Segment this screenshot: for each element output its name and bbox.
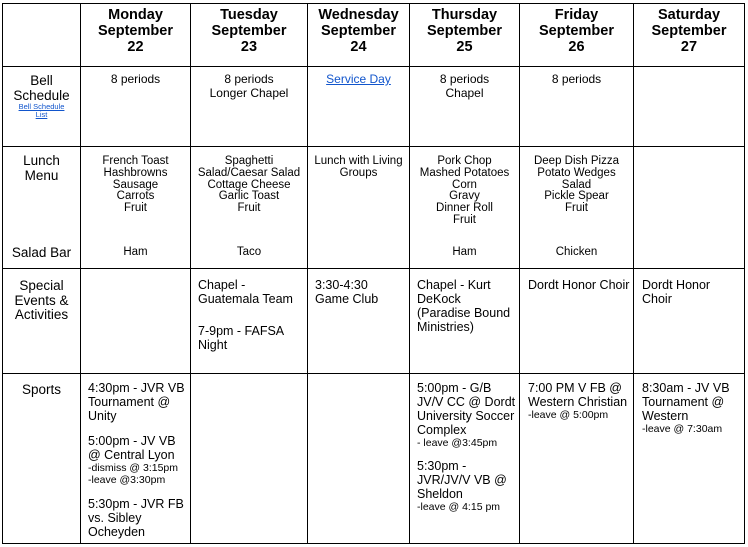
day-header-thursday [410, 7, 519, 55]
menu-item: Cottage Cheese [207, 178, 291, 191]
menu-item: Gravy [449, 190, 480, 203]
sport-line: JV/V CC @ Dordt [417, 395, 516, 409]
row-label-line: Lunch [23, 153, 60, 168]
special-tuesday [198, 278, 306, 352]
menu-item: Fruit [124, 202, 147, 215]
bell-wednesday [308, 73, 409, 87]
row-label-sports [3, 383, 80, 398]
sport-line: @ Central Lyon [88, 448, 175, 462]
sport-line: Unity [88, 409, 117, 423]
day-number: 25 [456, 39, 473, 55]
day-month: September [98, 23, 173, 39]
event-line: DeKock [417, 292, 461, 306]
menu-item: Fruit [565, 202, 588, 215]
bell-text: 8 periods [224, 72, 274, 86]
menu-item: Pickle Spear [544, 190, 609, 203]
sports-friday [528, 381, 632, 421]
sport-line: 5:30pm - [417, 459, 467, 473]
sport-line: 5:00pm - G/B [417, 381, 492, 395]
sport-line: 8:30am - JV VB [642, 381, 730, 395]
bell-friday [520, 73, 633, 87]
sport-line: 5:30pm - JVR FB [88, 497, 184, 511]
day-name: Monday [108, 7, 163, 23]
sport-line: Complex [417, 423, 467, 437]
sport-line: Western Christian [528, 395, 628, 409]
bell-text: Chapel [445, 85, 484, 100]
menu-item: Corn [452, 178, 477, 191]
day-month: September [539, 23, 614, 39]
day-number: 23 [240, 39, 258, 55]
bell-monday [81, 73, 190, 87]
menu-item: Salad/Caesar Salad [197, 166, 301, 179]
sport-note: -leave @ 5:00pm [528, 409, 609, 421]
bell-thursday [410, 73, 519, 100]
bell-text: 8 periods [551, 72, 602, 86]
event-line: 7-9pm - FAFSA [198, 324, 285, 338]
sports-saturday [642, 381, 743, 435]
menu-item: Carrots [116, 190, 155, 203]
day-header-monday [81, 7, 190, 55]
menu-item: Pork Chop [437, 155, 492, 167]
sport-event [417, 459, 518, 513]
event-line: Ministries) [417, 320, 474, 334]
event-line: Guatemala Team [198, 292, 293, 306]
salad-friday: Chicken [555, 246, 598, 258]
row-label-special-events [3, 279, 80, 323]
day-name: Tuesday [220, 7, 278, 23]
day-header-tuesday [191, 7, 307, 55]
row-label-line: Events & [14, 292, 69, 308]
salad-monday: Ham [123, 246, 148, 258]
menu-item: Fruit [453, 213, 476, 226]
menu-item: Deep Dish Pizza [533, 155, 619, 167]
sport-event [88, 497, 189, 539]
event-line: Chapel - Kurt [417, 278, 491, 292]
special-saturday [642, 278, 743, 306]
day-month: September [211, 23, 287, 39]
row-label-line: Sports [21, 382, 62, 397]
event-line: 3:30-4:30 [315, 278, 368, 292]
day-header-friday [520, 7, 633, 55]
grid-line [633, 3, 634, 544]
day-number: 27 [680, 39, 698, 55]
menu-item: Groups [339, 166, 378, 179]
day-name: Friday [554, 7, 599, 23]
sport-event [88, 381, 189, 423]
day-month: September [321, 23, 396, 39]
day-number: 26 [568, 39, 585, 55]
day-name: Thursday [431, 7, 498, 23]
menu-item: Garlic Toast [218, 190, 280, 203]
sport-line: JVR/JV/V VB @ [417, 473, 507, 487]
row-label-bell-schedule [3, 74, 80, 119]
lunch-wednesday [308, 156, 409, 180]
sport-event [417, 381, 518, 449]
menu-item: Mashed Potatoes [419, 166, 510, 179]
sport-event [88, 434, 189, 486]
bell-tuesday [191, 73, 307, 100]
sports-thursday [417, 381, 518, 513]
sport-line: 5:00pm - JV VB [88, 434, 176, 448]
lunch-tuesday [191, 156, 307, 215]
row-label-line: Special [19, 278, 64, 293]
event-line: Dordt Honor [642, 278, 711, 292]
day-name: Saturday [657, 7, 721, 23]
salad-tuesday: Taco [236, 246, 262, 258]
menu-item: Potato Wedges [537, 166, 616, 179]
row-label-line: Salad Bar [11, 245, 72, 260]
menu-item: Lunch with Living [314, 155, 403, 167]
lunch-thursday [410, 156, 519, 227]
event [198, 324, 306, 352]
sport-line: Western [642, 409, 689, 423]
bell-schedule-list-link[interactable] [3, 103, 80, 119]
special-thursday [417, 278, 518, 334]
row-label-line: Bell [30, 73, 53, 88]
event-line: Night [198, 338, 228, 352]
special-wednesday [315, 278, 407, 306]
event-line: (Paradise Bound [417, 306, 511, 320]
bell-text: 8 periods [439, 72, 490, 86]
bell-text: Longer Chapel [209, 85, 289, 100]
sport-line: Tournament @ [88, 395, 171, 409]
event-line: Dordt Honor Choir [528, 278, 630, 292]
sports-monday [88, 381, 189, 539]
event [198, 278, 306, 306]
sport-note: -dismiss @ 3:15pm [88, 462, 179, 474]
menu-item: French Toast [102, 155, 169, 167]
day-header-saturday [634, 7, 744, 55]
row-label-line: Schedule [13, 87, 70, 103]
special-friday [528, 278, 632, 292]
event-line: Choir [642, 292, 672, 306]
day-number: 24 [350, 39, 367, 55]
row-label-line: Activities [14, 307, 69, 322]
sport-note: -leave @ 4:15 pm [417, 501, 501, 513]
link-line: List [35, 110, 48, 119]
day-number: 22 [127, 39, 144, 55]
menu-item: Salad [561, 178, 592, 191]
event-line: Game Club [315, 292, 379, 306]
row-label-lunch-menu [3, 154, 80, 183]
sport-line: Tournament @ [642, 395, 725, 409]
sport-line: University Soccer [417, 409, 515, 423]
lunch-friday [520, 156, 633, 215]
sport-line: vs. Sibley [88, 511, 142, 525]
sport-note: -leave @3:30pm [88, 474, 166, 486]
service-day-link[interactable]: Service Day [326, 72, 391, 86]
link-line: Bell Schedule [18, 102, 65, 111]
day-name: Wednesday [318, 7, 399, 23]
sport-line: Ocheyden [88, 525, 145, 539]
bell-text: 8 periods [110, 72, 161, 86]
day-month: September [651, 23, 727, 39]
grid-line [744, 3, 745, 544]
sport-line: 4:30pm - JVR VB [88, 381, 185, 395]
row-label-line: Menu [24, 167, 59, 183]
menu-item: Hashbrowns [103, 166, 168, 179]
sport-line: Sheldon [417, 487, 463, 501]
menu-item: Spaghetti [224, 155, 274, 167]
day-month: September [427, 23, 502, 39]
row-label-salad-bar [3, 246, 80, 261]
lunch-monday [81, 156, 190, 215]
sport-note: -leave @ 7:30am [642, 423, 723, 435]
day-header-wednesday [308, 7, 409, 55]
menu-item: Dinner Roll [436, 202, 493, 215]
event-line: Chapel - [198, 278, 246, 292]
sport-line: 7:00 PM V FB @ [528, 381, 622, 395]
menu-item: Sausage [112, 178, 159, 191]
menu-item: Fruit [237, 202, 261, 215]
sport-note: - leave @3:45pm [417, 437, 498, 449]
salad-thursday: Ham [452, 246, 477, 258]
